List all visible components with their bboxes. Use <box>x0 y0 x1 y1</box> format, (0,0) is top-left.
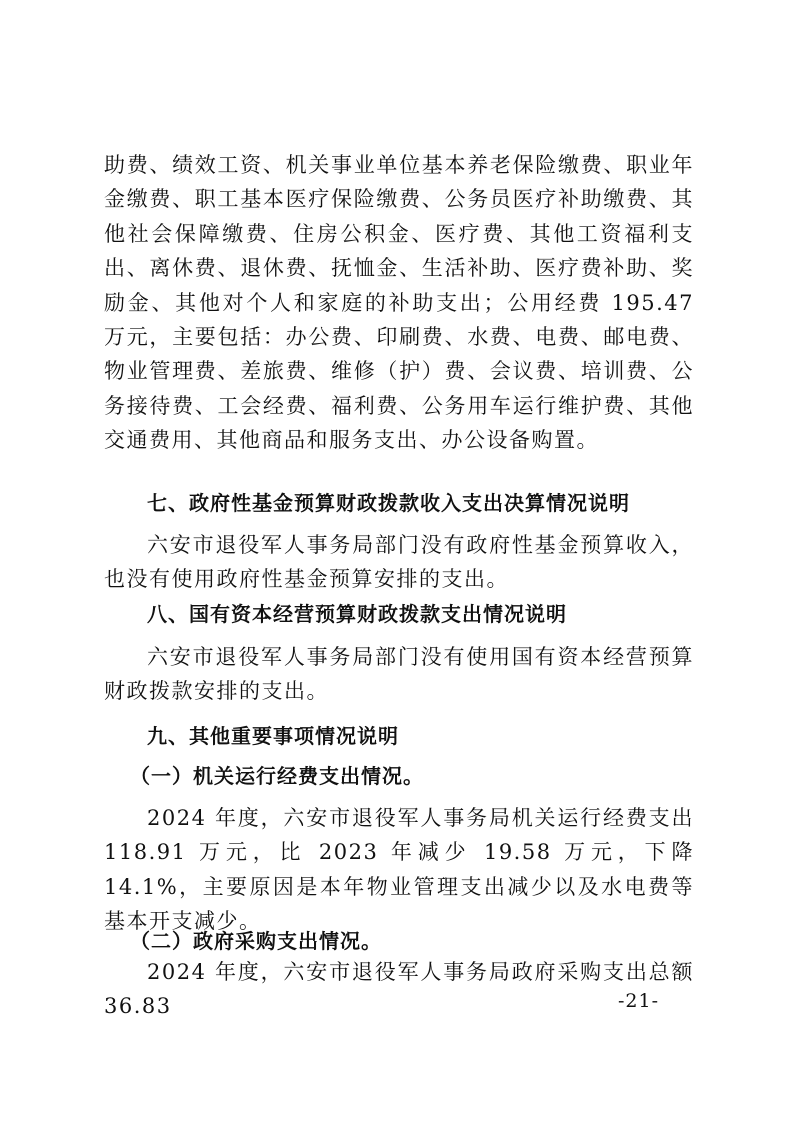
paragraph-government-fund: 六安市退役军人事务局部门没有政府性基金预算收入，也没有使用政府性基金预算安排的支出。 <box>104 533 694 592</box>
section-heading-government-fund: 七、政府性基金预算财政拨款收入支出决算情况说明 <box>147 491 630 515</box>
subsection-heading-operating-expenses: （一）机关运行经费支出情况。 <box>130 764 424 788</box>
paragraph-personnel-public-expenses: 助费、绩效工资、机关事业单位基本养老保险缴费、职业年金缴费、职工基本医疗保险缴费、公务员医疗补助缴费、其他社会保障缴费、住房公积金、医疗费、其他工资福利支出、离休费、退休费、抚恤金、生活补助、医疗费补助、奖励金、其他对个人和家庭的补助支出；公用经费 195.47 万元，主要包括：办公费、印刷费、水费、电费、邮电费、物业管理费、差旅费、维修（护）费、会议费、培训费、公务接待费、工会经费、福利费、公务用车运行维护费、其他交通费用、其他商品和服务支出、办公设备购置。 <box>104 153 694 453</box>
section-heading-state-capital: 八、国有资本经营预算财政拨款支出情况说明 <box>147 602 567 626</box>
section-heading-other-matters: 九、其他重要事项情况说明 <box>147 724 399 748</box>
paragraph-state-capital: 六安市退役军人事务局部门没有使用国有资本经营预算财政拨款安排的支出。 <box>104 645 694 704</box>
paragraph-procurement: 2024 年度，六安市退役军人事务局政府采购支出总额 36.83 <box>104 960 694 1019</box>
page-number: -21- <box>618 990 660 1012</box>
paragraph-operating-expenses: 2024 年度，六安市退役军人事务局机关运行经费支出 118.91 万元，比 2023 年减少 19.58 万元，下降 14.1%，主要原因是本年物业管理支出减少以及水电费等基本开支减少。 <box>104 806 694 934</box>
subsection-heading-procurement: （二）政府采购支出情况。 <box>130 929 382 953</box>
